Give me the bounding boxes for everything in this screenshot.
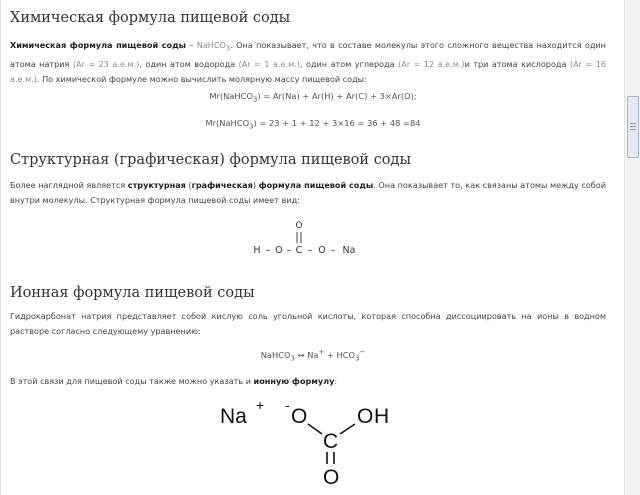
dis-c: + HCO: [324, 349, 356, 360]
oxygen-1: O: [275, 245, 283, 256]
s2-text-2: (: [185, 180, 192, 190]
mass-h: (Ar = 1 а.е.м.): [238, 58, 300, 69]
s2-bold-3: формула пищевой соды: [258, 180, 374, 190]
mass-c: (Ar = 12 а.е.м.): [398, 58, 465, 69]
s2-bold-1: структурная: [127, 180, 186, 190]
eq1-sub: 3: [253, 95, 258, 104]
bond-4: –: [330, 245, 336, 256]
text-5: . По химической формуле можно вычислить молярную массу пищевой соды:: [36, 73, 367, 84]
oxygen-ion-left: O: [291, 405, 308, 428]
positive-charge: +: [256, 397, 265, 413]
eq2-sub: 3: [249, 122, 254, 131]
grip-line-2: [630, 126, 636, 127]
text-2: , один атом водорода: [139, 58, 239, 69]
grip-line-3: [630, 129, 636, 130]
text-4: и три атома кислорода: [464, 58, 570, 69]
p2-bold: ионную формулу: [253, 376, 335, 386]
sodium-atom: Na: [342, 245, 356, 256]
chemical-formula-paragraph: [10, 38, 606, 87]
section-title-ionic-formula: Ионная формула пищевой соды: [10, 285, 255, 301]
ionic-formula-paragraph: Гидрокарбонат натрия представляет собой кислую соль угольной кислоты, которая способна диссоциировать на ионы в водном растворе согласно следующему уравнению:: [10, 311, 606, 336]
negative-charge: -: [285, 397, 290, 413]
carbon-atom: C: [295, 245, 303, 256]
p2-a: В этой связи для пищевой соды также можно указать и: [10, 376, 254, 386]
oxygen-ion-right: O: [357, 405, 374, 428]
s2-bold-2: графическая: [191, 180, 253, 190]
dis-sub-1: 3: [290, 354, 295, 363]
s2-text-1: Более наглядной является: [10, 180, 128, 190]
oxygen-2: O: [318, 245, 326, 256]
eq1-a: Mr(NaHCO: [209, 91, 253, 101]
carbon-ion: C: [323, 430, 339, 453]
grip-line-1: [630, 123, 636, 124]
dis-b: ↔ Na: [294, 349, 319, 360]
dis-sub-2: 3: [355, 354, 360, 363]
structural-formula-diagram: [251, 217, 381, 261]
p2-c: :: [334, 376, 338, 386]
sodium-ion: Na: [220, 405, 247, 428]
formula-sub: 3: [225, 44, 231, 53]
section-title-structural-formula: Структурная (графическая) формула пищевой соды: [10, 152, 412, 168]
bond-3: –: [307, 245, 313, 256]
dis-a: NaHCO: [260, 349, 291, 360]
formula-inline: [196, 40, 231, 53]
ionic-formula-diagram: [216, 396, 416, 488]
eq2-a: Mr(NaHCO: [205, 118, 250, 128]
molar-mass-equation-2: [1, 118, 625, 131]
hydrogen-atom: H: [253, 245, 261, 256]
mass-o: (Ar = 16 а.е.м.): [10, 58, 606, 84]
eq1-b: ) = Ar(Na) + Ar(H) + Ar(C) + 3×Ar(O);: [257, 91, 417, 101]
dash: –: [185, 40, 197, 50]
s2-text-3: ): [252, 180, 259, 190]
vertical-scrollbar[interactable]: [624, 0, 640, 495]
text-1: . Она показывает, что в составе молекулы этого сложного вещества находится один атома натрия: [10, 40, 606, 69]
formula-base: NaHCO: [196, 40, 226, 50]
s2-text-4: . Она показывает то, как связаны атомы между собой внутри молекулы. Структурная формула пищевой соды имеет вид:: [10, 180, 606, 205]
dis-sup-2: −: [359, 348, 366, 356]
eq2-b: ) = 23 + 1 + 12 + 3×16 = 36 + 48 =84: [253, 118, 421, 128]
bond-1: –: [265, 245, 271, 256]
oxygen-ion-bottom: O: [323, 466, 340, 488]
text-3: , один атом углерода: [299, 58, 399, 69]
structural-formula-paragraph: [10, 178, 606, 208]
mass-na: (Ar = 23 а.е.м.): [72, 58, 140, 69]
term-bold: Химическая формула пищевой соды: [10, 40, 186, 50]
dissociation-equation: [1, 348, 625, 362]
molar-mass-equation-1: [1, 91, 625, 104]
bond-2: –: [286, 245, 292, 256]
bond-o-c-left: [308, 424, 322, 434]
bond-c-o-right: [340, 424, 355, 434]
oxygen-top: O: [295, 221, 303, 231]
ionic-intro-paragraph: [10, 374, 606, 389]
hydrogen-ion: H: [374, 405, 390, 428]
dis-sup-1: +: [318, 348, 325, 356]
section-title-chemical-formula: Химическая формула пищевой соды: [10, 10, 291, 26]
scrollbar-thumb[interactable]: [627, 96, 639, 158]
